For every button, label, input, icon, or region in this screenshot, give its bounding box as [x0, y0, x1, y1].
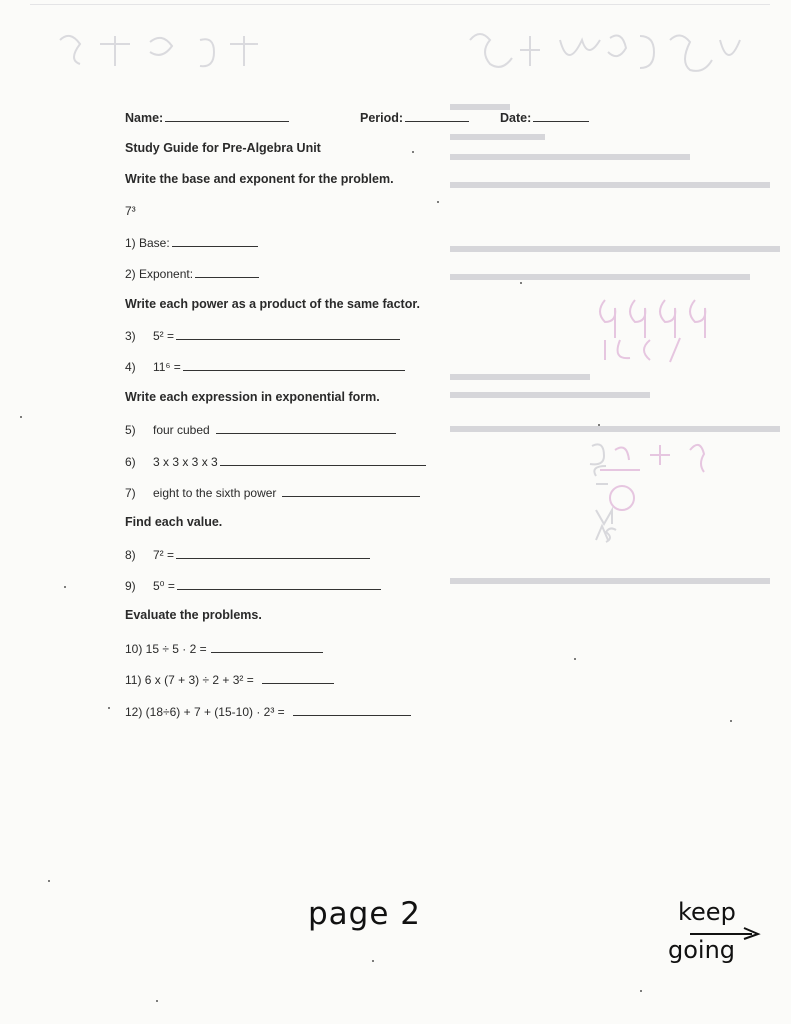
question-6-text: 3 x 3 x 3 x 3	[153, 455, 218, 469]
date-label: Date:	[500, 111, 532, 125]
question-12	[125, 703, 411, 719]
question-4-text: 11⁶ =	[153, 360, 181, 374]
scan-speck	[156, 1000, 158, 1002]
scan-speck	[48, 880, 50, 882]
question-3	[125, 327, 400, 343]
section5-heading: Evaluate the problems.	[125, 608, 262, 622]
answer-4-field[interactable]	[183, 358, 405, 371]
question-1	[125, 234, 258, 250]
question-6	[125, 453, 426, 469]
answer-11-field[interactable]	[262, 671, 334, 684]
question-5-number: 5)	[125, 423, 136, 437]
scan-speck	[64, 586, 66, 588]
scan-speck	[574, 658, 576, 660]
question-11	[125, 671, 334, 687]
scan-speck	[412, 151, 414, 153]
question-8-text: 7² =	[153, 548, 175, 562]
name-field[interactable]	[165, 109, 289, 122]
question-9	[125, 577, 381, 593]
question-10	[125, 640, 323, 656]
handwritten-going: going	[668, 936, 736, 964]
question-12-text: 12) (18÷6) + 7 + (15-10) · 2³ =	[125, 705, 285, 719]
question-2-text: 2) Exponent:	[125, 267, 194, 281]
section1-heading: Write the base and exponent for the problem.	[125, 172, 394, 186]
question-2	[125, 265, 259, 281]
period-field[interactable]	[405, 109, 469, 122]
answer-10-field[interactable]	[211, 640, 323, 653]
question-8	[125, 546, 370, 562]
answer-8-field[interactable]	[176, 546, 370, 559]
answer-7-field[interactable]	[282, 484, 420, 497]
answer-6-field[interactable]	[220, 453, 426, 466]
scan-speck	[372, 960, 374, 962]
answer-12-field[interactable]	[293, 703, 411, 716]
question-4	[125, 358, 405, 374]
question-7-number: 7)	[125, 486, 136, 500]
scan-speck	[598, 424, 600, 426]
scan-speck	[520, 282, 522, 284]
answer-2-field[interactable]	[195, 265, 259, 278]
answer-3-field[interactable]	[176, 327, 400, 340]
date-row	[500, 109, 589, 125]
section1-expression: 7³	[125, 204, 136, 218]
scan-speck	[730, 720, 732, 722]
period-label: Period:	[360, 111, 404, 125]
question-5-text: four cubed	[153, 423, 210, 437]
question-11-text: 11) 6 x (7 + 3) ÷ 2 + 3² =	[125, 673, 254, 687]
period-row	[360, 109, 469, 125]
question-10-text: 10) 15 ÷ 5 · 2 =	[125, 642, 207, 656]
scan-speck	[640, 990, 642, 992]
handwritten-page-number: page 2	[308, 896, 422, 932]
answer-5-field[interactable]	[216, 421, 396, 434]
scan-speck	[20, 416, 22, 418]
scan-speck	[108, 707, 110, 709]
question-3-text: 5² =	[153, 329, 175, 343]
question-4-number: 4)	[125, 360, 136, 374]
question-6-number: 6)	[125, 455, 136, 469]
worksheet-title: Study Guide for Pre-Algebra Unit	[125, 141, 321, 155]
name-row	[125, 109, 289, 125]
answer-1-field[interactable]	[172, 234, 258, 247]
scan-speck	[437, 201, 439, 203]
question-8-number: 8)	[125, 548, 136, 562]
question-9-number: 9)	[125, 579, 136, 593]
question-3-number: 3)	[125, 329, 136, 343]
question-5	[125, 421, 396, 437]
question-7	[125, 484, 420, 500]
date-field[interactable]	[533, 109, 589, 122]
answer-9-field[interactable]	[177, 577, 381, 590]
question-1-text: 1) Base:	[125, 236, 170, 250]
question-7-text: eight to the sixth power	[153, 486, 277, 500]
section4-heading: Find each value.	[125, 515, 223, 529]
section3-heading: Write each expression in exponential form.	[125, 390, 380, 404]
question-9-text: 5⁰ =	[153, 579, 175, 593]
name-label: Name:	[125, 111, 164, 125]
section2-heading: Write each power as a product of the same factor.	[125, 297, 420, 311]
handwritten-keep: keep	[678, 898, 736, 926]
